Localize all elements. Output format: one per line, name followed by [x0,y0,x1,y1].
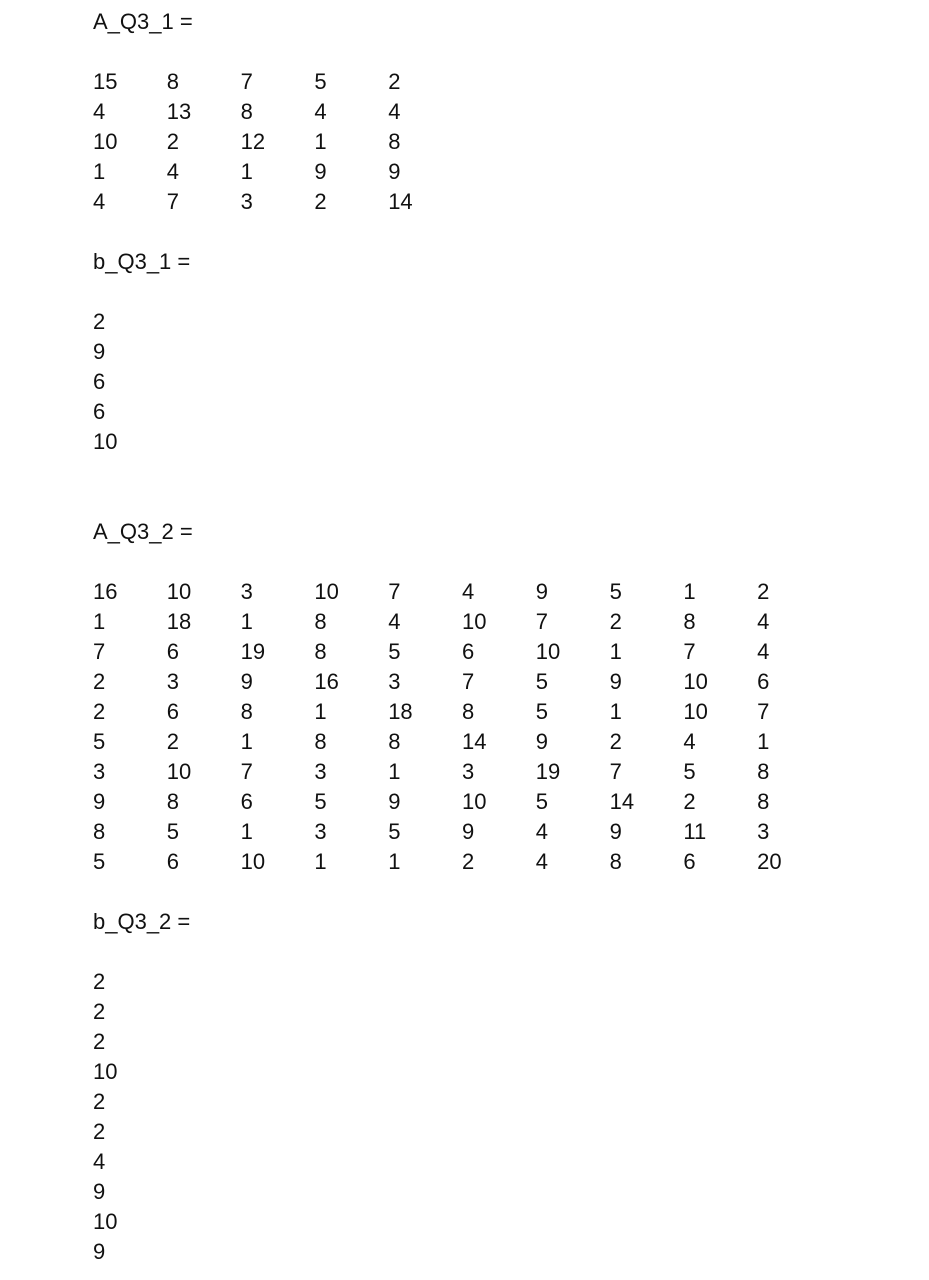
vector-entry: 4 [93,1149,106,1174]
vector-entry: 2 [93,969,106,994]
matrix-row [93,787,913,817]
matrix-cell: 5 [535,789,549,814]
matrix-cell: 4 [535,849,549,874]
matrix-cell: 4 [388,609,401,634]
matrix-row [93,697,913,727]
matrix-cell: 8 [166,789,180,814]
matrix-cell: 16 [314,669,339,694]
matrix-cell: 5 [93,729,106,754]
matrix-cell: 2 [388,69,401,94]
matrix-a-q3-1 [93,67,913,217]
vector-b-q3-1 [93,307,913,457]
matrix-row [93,157,913,187]
matrix-cell: 1 [609,639,622,664]
matrix-cell: 7 [757,699,770,724]
matrix-cell: 7 [93,639,106,664]
matrix-cell: 6 [166,639,180,664]
vector-entry: 10 [93,1209,118,1234]
matrix-cell: 5 [388,819,401,844]
matrix-cell: 4 [314,99,327,124]
matrix-cell: 4 [93,99,106,124]
matrix-row [93,577,913,607]
matrix-cell: 2 [683,789,696,814]
matrix-cell: 20 [757,849,782,874]
matrix-cell: 9 [535,579,549,604]
matrix-cell: 15 [93,69,118,94]
matrix-cell: 12 [240,129,266,154]
matrix-row [93,97,913,127]
matrix-cell: 8 [461,699,475,724]
vector-entry: 2 [93,999,106,1024]
vector-b-q3-1-title: b_Q3_1 = [93,249,191,274]
matrix-cell: 3 [388,669,401,694]
matrix-cell: 8 [240,699,253,724]
matrix-cell: 11 [683,819,707,844]
matrix-cell: 1 [609,699,622,724]
matrix-cell: 14 [388,189,413,214]
matrix-cell: 1 [93,159,106,184]
matrix-cell: 4 [461,579,475,604]
matrix-cell: 7 [240,69,253,94]
matrix-cell: 6 [461,639,475,664]
matrix-cell: 1 [314,849,327,874]
matrix-cell: 1 [240,729,253,754]
matrix-cell: 1 [757,729,770,754]
vector-entry: 2 [93,1089,106,1114]
matrix-cell: 7 [388,579,401,604]
matrix-cell: 1 [388,759,401,784]
matrix-cell: 3 [93,759,106,784]
vector-entry: 10 [93,1059,118,1084]
vector-entry: 2 [93,309,106,334]
matrix-a-q3-2 [93,577,913,877]
matrix-cell: 5 [314,69,327,94]
matrix-cell: 9 [388,789,401,814]
matrix-cell: 2 [609,609,622,634]
matrix-cell: 8 [388,729,401,754]
matrix-cell: 8 [93,819,106,844]
matrix-cell: 1 [240,609,253,634]
matrix-cell: 4 [757,609,770,634]
matrix-cell: 13 [166,99,192,124]
spacer [93,457,913,517]
matrix-cell: 7 [609,759,622,784]
vector-entry: 6 [93,399,106,424]
matrix-cell: 9 [388,159,401,184]
matrix-row [93,187,913,217]
matrix-cell: 4 [166,159,180,184]
matrix-cell: 6 [166,699,180,724]
matrix-cell: 10 [535,639,561,664]
matrix-cell: 3 [240,579,253,604]
matrix-cell: 9 [461,819,475,844]
matrix-cell: 1 [240,819,253,844]
vector-entry: 9 [93,1179,106,1204]
matrix-cell: 10 [683,669,708,694]
matrix-cell: 5 [93,849,106,874]
matrix-cell: 4 [93,189,106,214]
matrix-row [93,757,913,787]
matrix-cell: 4 [683,729,696,754]
matrix-cell: 5 [683,759,696,784]
matrix-cell: 8 [609,849,622,874]
matrix-cell: 8 [314,609,327,634]
matrix-cell: 8 [166,69,180,94]
matrix-cell: 2 [93,699,106,724]
vector-entry: 2 [93,1119,106,1144]
matrix-cell: 7 [240,759,253,784]
matrix-cell: 6 [240,789,253,814]
document-page [93,7,913,1267]
spacer [93,277,913,307]
matrix-cell: 2 [166,129,180,154]
matrix-row [93,667,913,697]
matrix-cell: 5 [314,789,327,814]
vector-b-q3-2 [93,967,913,1267]
spacer [93,877,913,907]
matrix-cell: 5 [535,669,549,694]
matrix-cell: 3 [166,669,180,694]
matrix-cell: 10 [461,789,487,814]
matrix-cell: 8 [757,759,770,784]
matrix-row [93,847,913,877]
matrix-cell: 14 [461,729,487,754]
spacer [93,37,913,67]
matrix-cell: 5 [166,819,180,844]
vector-entry: 9 [93,339,106,364]
matrix-cell: 1 [388,849,401,874]
matrix-row [93,67,913,97]
matrix-cell: 6 [683,849,696,874]
matrix-cell: 1 [314,129,327,154]
matrix-cell: 19 [240,639,266,664]
matrix-row [93,637,913,667]
matrix-cell: 10 [461,609,487,634]
matrix-cell: 6 [757,669,770,694]
matrix-cell: 3 [461,759,475,784]
matrix-cell: 10 [314,579,339,604]
matrix-cell: 5 [535,699,549,724]
matrix-cell: 9 [314,159,327,184]
vector-b-q3-2-title: b_Q3_2 = [93,909,191,934]
vector-entry: 6 [93,369,106,394]
matrix-cell: 8 [757,789,770,814]
spacer [93,937,913,967]
matrix-cell: 5 [609,579,622,604]
matrix-cell: 6 [166,849,180,874]
matrix-cell: 4 [757,639,770,664]
matrix-cell: 18 [166,609,192,634]
matrix-cell: 10 [240,849,266,874]
matrix-cell: 9 [93,789,106,814]
matrix-cell: 8 [314,639,327,664]
matrix-cell: 16 [93,579,118,604]
matrix-cell: 2 [166,729,180,754]
matrix-cell: 2 [461,849,475,874]
matrix-row [93,127,913,157]
matrix-a-q3-2-title: A_Q3_2 = [93,519,193,544]
matrix-cell: 1 [683,579,696,604]
matrix-cell: 7 [683,639,696,664]
matrix-cell: 5 [388,639,401,664]
matrix-cell: 1 [93,609,106,634]
matrix-cell: 8 [314,729,327,754]
matrix-cell: 4 [535,819,549,844]
matrix-cell: 14 [609,789,635,814]
matrix-cell: 3 [314,819,327,844]
matrix-cell: 2 [757,579,770,604]
matrix-cell: 7 [535,609,549,634]
matrix-cell: 3 [240,189,253,214]
matrix-cell: 2 [93,669,106,694]
matrix-a-q3-1-title: A_Q3_1 = [93,9,193,34]
vector-entry: 10 [93,429,118,454]
matrix-cell: 10 [166,579,192,604]
matrix-cell: 7 [166,189,180,214]
matrix-cell: 3 [757,819,770,844]
matrix-cell: 8 [388,129,401,154]
matrix-cell: 19 [535,759,561,784]
vector-entry: 9 [93,1239,106,1264]
matrix-row [93,727,913,757]
matrix-cell: 7 [461,669,475,694]
matrix-cell: 10 [93,129,118,154]
matrix-cell: 9 [240,669,253,694]
spacer [93,217,913,247]
matrix-cell: 3 [314,759,327,784]
matrix-cell: 9 [535,729,549,754]
matrix-row [93,607,913,637]
matrix-cell: 1 [240,159,253,184]
matrix-cell: 1 [314,699,327,724]
matrix-cell: 2 [314,189,327,214]
vector-entry: 2 [93,1029,106,1054]
matrix-row [93,817,913,847]
matrix-cell: 2 [609,729,622,754]
matrix-cell: 9 [609,669,622,694]
spacer [93,547,913,577]
matrix-cell: 10 [683,699,708,724]
matrix-cell: 4 [388,99,401,124]
matrix-cell: 18 [388,699,413,724]
matrix-cell: 10 [166,759,192,784]
matrix-cell: 8 [240,99,253,124]
matrix-cell: 8 [683,609,696,634]
matrix-cell: 9 [609,819,622,844]
